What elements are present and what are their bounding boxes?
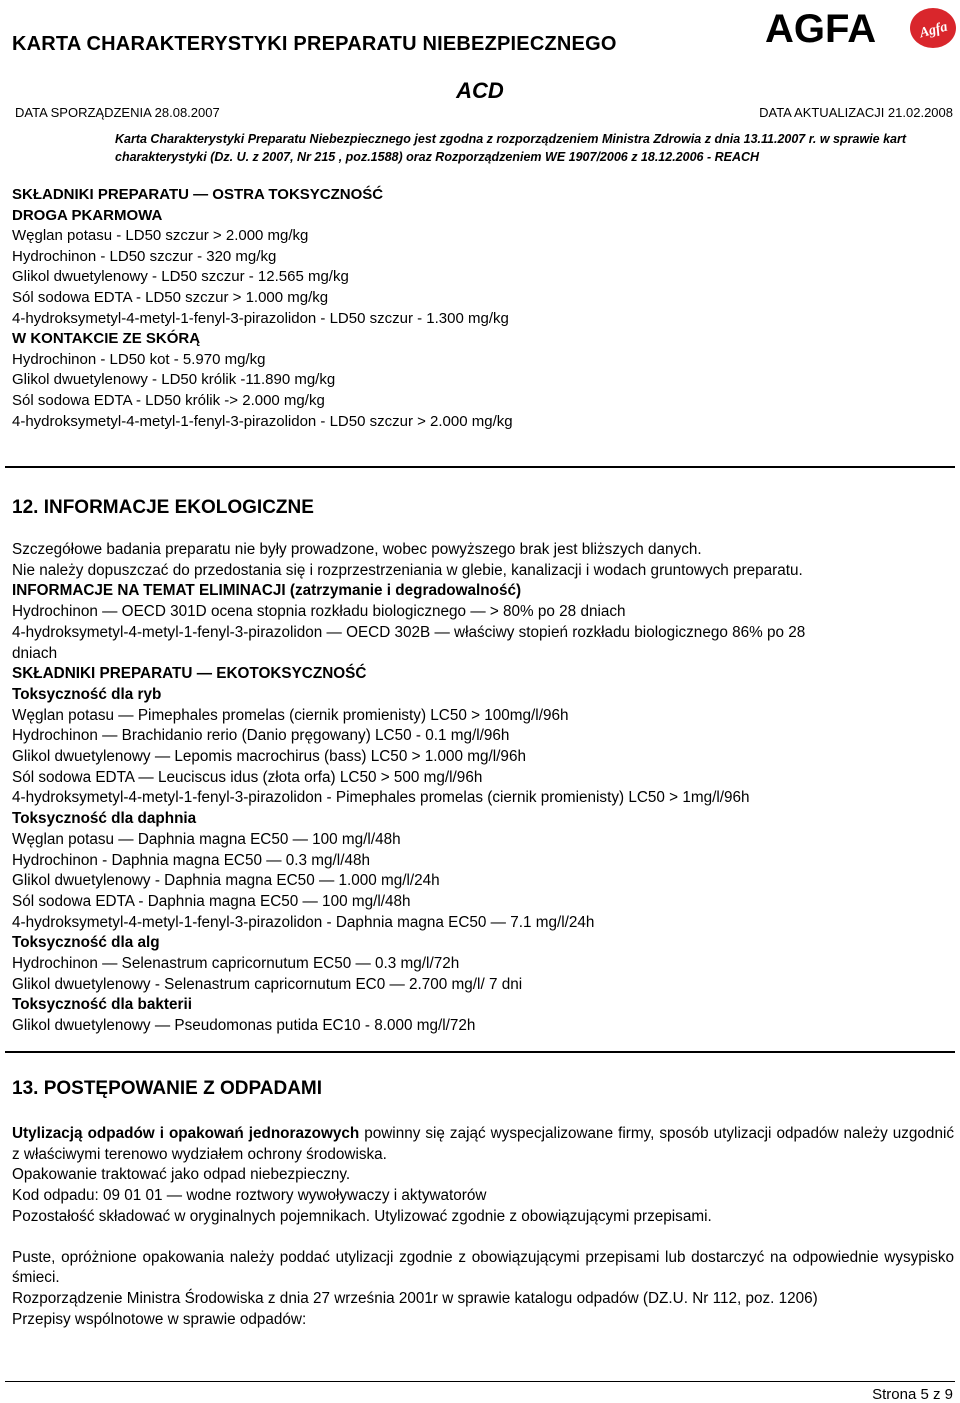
section-heading: SKŁADNIKI PREPARATU — OSTRA TOKSYCZNOŚĆ — [12, 186, 384, 203]
legal-notice — [115, 130, 945, 166]
waste-line: Pozostałość składować w oryginalnych pojemnikach. Utylizować zgodnie z obowiązującymi przepisami. — [12, 1207, 712, 1225]
skin-item: Glikol dwuetylenowy - LD50 królik -11.890 mg/kg — [12, 371, 336, 389]
skin-item: 4-hydroksymetyl-4-metyl-1-fenyl-3-pirazolidon - LD50 szczur > 2.000 mg/kg — [12, 412, 513, 430]
acute-toxicity-section — [12, 185, 513, 432]
oral-item: Glikol dwuetylenowy - LD50 szczur - 12.565 mg/kg — [12, 268, 349, 286]
subheading-skin: W KONTAKCIE ZE SKÓRĄ — [12, 330, 201, 348]
logo-wordmark: AGFA — [765, 7, 877, 51]
elimination-item: dniach — [12, 644, 58, 662]
daphnia-item: Hydrochinon - Daphnia magna EC50 — 0.3 mg/l/48h — [12, 851, 370, 869]
subheading-oral: DROGA PKARMOWA — [12, 206, 163, 224]
document-title: KARTA CHARAKTERYSTYKI PREPARATU NIEBEZPIECZNEGO — [12, 33, 617, 55]
daphnia-item: 4-hydroksymetyl-4-metyl-1-fenyl-3-pirazolidon - Daphnia magna EC50 — 7.1 mg/l/24h — [12, 913, 595, 931]
waste-line: Opakowanie traktować jako odpad niebezpieczny. — [12, 1166, 351, 1184]
legal-line: charakterystyki (Dz. U. z 2007, Nr 215 , poz.1588) oraz Rozporządzeniem WE 1907/2006 z 18.12.2006 - REACH — [115, 150, 760, 164]
spacer — [12, 1228, 954, 1248]
bacteria-item: Glikol dwuetylenowy — Pseudomonas putida EC10 - 8.000 mg/l/72h — [12, 1017, 476, 1035]
oral-item: Węglan potasu - LD50 szczur > 2.000 mg/kg — [12, 227, 309, 245]
legal-line: Karta Charakterystyki Preparatu Niebezpiecznego jest zgodna z rozporządzeniem Ministra Zdrowia z dnia 13.11.2007 r. w sprawie kart — [115, 132, 907, 146]
ecological-section — [12, 540, 805, 1037]
daphnia-item: Sól sodowa EDTA - Daphnia magna EC50 — 100 mg/l/48h — [12, 892, 411, 910]
product-name: ACD — [456, 78, 504, 103]
daphnia-heading: Toksyczność dla daphnia — [12, 810, 197, 828]
skin-item: Sól sodowa EDTA - LD50 królik -> 2.000 mg/kg — [12, 391, 325, 409]
daphnia-item: Glikol dwuetylenowy - Daphnia magna EC50 — 1.000 mg/l/24h — [12, 872, 440, 890]
fish-item: Sól sodowa EDTA — Leuciscus idus (złota orfa) LC50 > 500 mg/l/96h — [12, 768, 483, 786]
footer-divider — [5, 1381, 955, 1382]
fish-heading: Toksyczność dla ryb — [12, 685, 162, 703]
update-date: DATA AKTUALIZACJI 21.02.2008 — [759, 105, 953, 120]
elimination-heading: INFORMACJE NA TEMAT ELIMINACJI (zatrzymanie i degradowalność) — [12, 582, 522, 600]
page-number: Strona 5 z 9 — [872, 1386, 953, 1403]
bacteria-heading: Toksyczność dla bakterii — [12, 996, 192, 1014]
logo-badge-text: Agfa — [918, 19, 950, 42]
waste-paragraph — [12, 1124, 954, 1165]
oral-item: 4-hydroksymetyl-4-metyl-1-fenyl-3-pirazolidon - LD50 szczur - 1.300 mg/kg — [12, 309, 509, 327]
section-divider — [5, 466, 955, 468]
algae-item: Glikol dwuetylenowy - Selenastrum capricornutum EC0 — 2.700 mg/l/ 7 dni — [12, 975, 523, 993]
waste-line: Kod odpadu: 09 01 01 — wodne roztwory wywoływaczy i aktywatorów — [12, 1187, 487, 1205]
creation-date: DATA SPORZĄDZENIA 28.08.2007 — [15, 105, 220, 120]
waste-section — [12, 1124, 954, 1330]
section-divider — [5, 1051, 955, 1053]
fish-item: 4-hydroksymetyl-4-metyl-1-fenyl-3-pirazolidon - Pimephales promelas (ciernik promienisty) LC50 > 1mg/l/96h — [12, 789, 750, 807]
section-12-heading: 12. INFORMACJE EKOLOGICZNE — [12, 497, 314, 518]
eco-intro: Nie należy dopuszczać do przedostania się i rozprzestrzeniania w glebie, kanalizacji i wodach gruntowych preparatu. — [12, 561, 803, 579]
elimination-item: 4-hydroksymetyl-4-metyl-1-fenyl-3-pirazolidon — OECD 302B — właściwy stopień rozkładu biologicznego 86% po 28 — [12, 623, 806, 641]
fish-item: Węglan potasu — Pimephales promelas (ciernik promienisty) LC50 > 100mg/l/96h — [12, 706, 569, 724]
algae-heading: Toksyczność dla alg — [12, 934, 160, 952]
waste-paragraph-rest: powinny się zająć wyspecjalizowane firmy, sposób utylizacji odpadów należy uzgodnić z właściwymi terenowo wydziałem ochrony środowiska. — [12, 1125, 954, 1163]
fish-item: Glikol dwuetylenowy — Lepomis macrochirus (bass) LC50 > 1.000 mg/l/96h — [12, 748, 526, 766]
waste-paragraph: Puste, opróżnione opakowania należy poddać utylizacji zgodnie z obowiązującymi przepisami lub dostarczyć na odpowiednie wysypisko śmieci. — [12, 1248, 954, 1287]
skin-item: Hydrochinon - LD50 kot - 5.970 mg/kg — [12, 350, 266, 368]
daphnia-item: Węglan potasu — Daphnia magna EC50 — 100 mg/l/48h — [12, 830, 401, 848]
oral-item: Hydrochinon - LD50 szczur - 320 mg/kg — [12, 247, 277, 265]
section-13-heading: 13. POSTĘPOWANIE Z ODPADAMI — [12, 1078, 323, 1099]
eco-intro: Szczegółowe badania preparatu nie były prowadzone, wobec powyższego brak jest bliższych danych. — [12, 541, 702, 558]
waste-paragraph: Przepisy wspólnotowe w sprawie odpadów: — [12, 1310, 307, 1328]
waste-paragraph: Rozporządzenie Ministra Środowiska z dnia 27 września 2001r w sprawie katalogu odpadów (DZ.U. Nr 112, poz. 1206) — [12, 1289, 818, 1307]
oral-item: Sól sodowa EDTA - LD50 szczur > 1.000 mg/kg — [12, 288, 329, 306]
agfa-logo — [765, 6, 957, 52]
waste-paragraph-bold: Utylizacją odpadów i opakowań jednorazowych — [12, 1125, 360, 1142]
elimination-item: Hydrochinon — OECD 301D ocena stopnia rozkładu biologicznego — > 80% po 28 dniach — [12, 603, 626, 621]
fish-item: Hydrochinon — Brachidanio rerio (Danio pręgowany) LC50 - 0.1 mg/l/96h — [12, 727, 510, 745]
ecotox-heading: SKŁADNIKI PREPARATU — EKOTOKSYCZNOŚĆ — [12, 665, 367, 683]
algae-item: Hydrochinon — Selenastrum capricornutum EC50 — 0.3 mg/l/72h — [12, 955, 460, 973]
